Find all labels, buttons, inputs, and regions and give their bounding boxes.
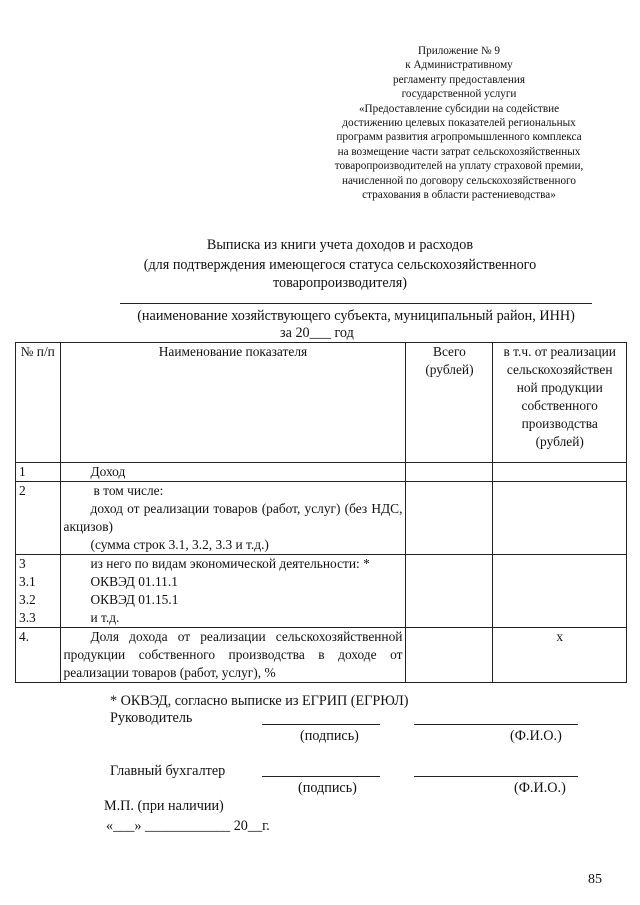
- header-total: Всего (рублей): [406, 343, 493, 463]
- page-number: 85: [588, 872, 602, 887]
- header-name: Наименование показателя: [60, 343, 406, 463]
- row-name-line: и т.д.: [90, 610, 120, 625]
- document-title: Выписка из книги учета доходов и расходов: [206, 237, 474, 253]
- row-name: Доля дохода от реализации сельскохозяйственной продукции собственного производства в доходе от реализации товаров (работ, услуг), %: [60, 628, 406, 683]
- accountant-signature-line: [262, 776, 380, 777]
- appendix-line: государственной услуги: [401, 88, 517, 101]
- appendix-line: достижению целевых показателей региональных: [342, 117, 576, 130]
- row-num: 2: [16, 482, 61, 555]
- row-name: [60, 482, 406, 555]
- row-total: [406, 628, 493, 683]
- okved-footnote: * ОКВЭД, согласно выписке из ЕГРИП (ЕГРЮЛ): [110, 693, 409, 709]
- accountant-signature-caption: (подпись): [298, 780, 357, 796]
- row-subnum: 3.2: [19, 592, 36, 607]
- head-signature-caption: (подпись): [300, 728, 359, 744]
- document-subtitle-cont: товаропроизводителя): [272, 275, 407, 291]
- appendix-line: Приложение № 9: [418, 45, 500, 57]
- owner-caption: (наименование хозяйствующего субъекта, муниципальный район, ИНН): [137, 308, 575, 324]
- appendix-line: товаропроизводителей на уплату страховой премии,: [334, 160, 584, 173]
- year-line: за 20___ год: [280, 325, 354, 341]
- row-incl: [493, 463, 627, 482]
- appendix-line: регламенту предоставления: [392, 73, 525, 86]
- row-incl: [493, 482, 627, 555]
- row-subnum: 3.3: [19, 610, 36, 625]
- head-label: Руководитель: [110, 710, 193, 726]
- row-name-line: из него по видам экономической деятельности: *: [90, 556, 370, 571]
- row-name: [60, 555, 406, 628]
- income-table: [15, 342, 627, 683]
- table-row: [16, 628, 627, 683]
- appendix-line: к Административному: [405, 59, 513, 72]
- accountant-label: Главный бухгалтер: [110, 763, 226, 779]
- head-signature-line: [262, 724, 380, 725]
- row-num: 4.: [16, 628, 61, 683]
- appendix-line: на возмещение части затрат сельскохозяйственных: [337, 145, 581, 158]
- row-name-line: ОКВЭД 01.11.1: [90, 574, 178, 589]
- table-row: [16, 463, 627, 482]
- row-subnum: 3: [19, 556, 26, 571]
- row-total: [406, 555, 493, 628]
- row-num: [16, 555, 61, 628]
- header-num: № п/п: [16, 343, 61, 463]
- row-num: 1: [16, 463, 61, 482]
- row-total: [406, 463, 493, 482]
- stamp-label: М.П. (при наличии): [104, 798, 224, 814]
- accountant-name-caption: (Ф.И.О.): [514, 780, 566, 796]
- appendix-header: [300, 44, 618, 202]
- row-total: [406, 482, 493, 555]
- date-line: «___» ____________ 20__г.: [106, 818, 270, 834]
- table-row: [16, 555, 627, 628]
- row-name-line: ОКВЭД 01.15.1: [90, 592, 179, 607]
- row-name-line: (сумма строк 3.1, 3.2, 3.3 и т.д.): [90, 537, 269, 552]
- head-name-line: [414, 724, 578, 725]
- row-name-line: доход от реализации товаров (работ, услуг) (без НДС, акцизов): [63, 501, 403, 534]
- row-subnum: 3.1: [19, 574, 36, 589]
- appendix-line: начисленной по договору сельскохозяйственного: [342, 174, 576, 187]
- appendix-line: «Предоставление субсидии на содействие: [358, 102, 560, 115]
- document-subtitle: (для подтверждения имеющегося статуса сельскохозяйственного: [143, 257, 537, 273]
- appendix-line: страхования в области растениеводства»: [362, 189, 556, 202]
- appendix-line: программ развития агропромышленного комплекса: [336, 131, 582, 144]
- row-incl: [493, 555, 627, 628]
- header-incl: в т.ч. от реализации сельскохозяйствен ной продукции собственного производства (рублей): [493, 343, 627, 463]
- table-header-row: [16, 343, 627, 463]
- row-name: Доход: [60, 463, 406, 482]
- owner-name-field-line: [120, 303, 592, 304]
- accountant-name-line: [414, 776, 578, 777]
- table-row: [16, 482, 627, 555]
- head-name-caption: (Ф.И.О.): [510, 728, 562, 744]
- row-incl: x: [493, 628, 627, 683]
- row-name-line: в том числе:: [93, 483, 164, 498]
